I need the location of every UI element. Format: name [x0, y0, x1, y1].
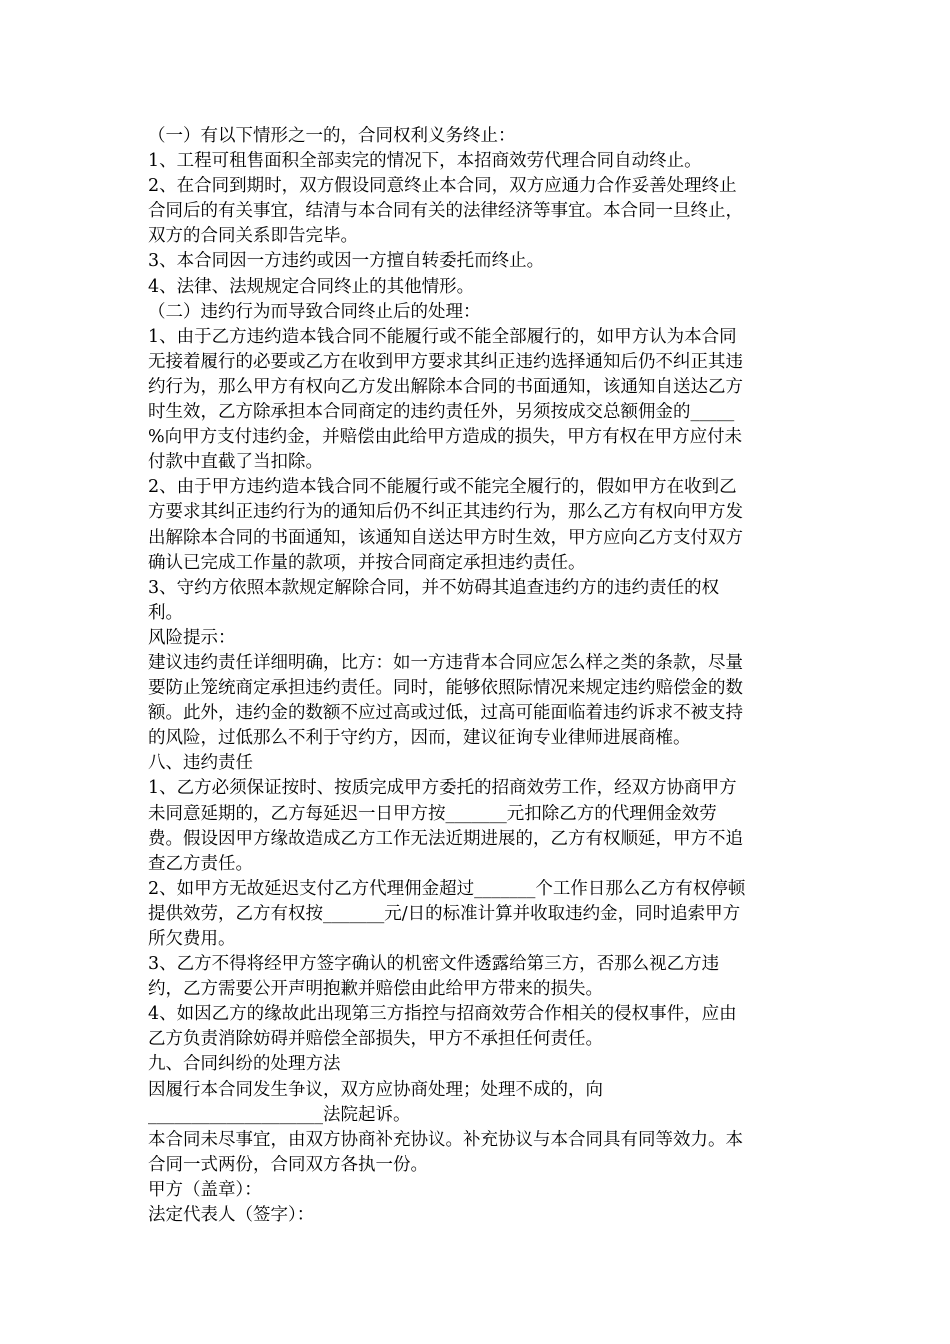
clause-line: 合同后的有关事宜，结清与本合同有关的法律经济等事宜。本合同一旦终止，	[148, 201, 743, 222]
clause-line: 3、本合同因一方违约或因一方擅自转委托而终止。	[148, 251, 545, 272]
clause-line: 未同意延期的，乙方每延迟一日甲方按_______元扣除乙方的代理佣金效劳	[148, 803, 717, 824]
clause-line: 因履行本合同发生争议，双方应协商处理；处理不成的，向	[148, 1079, 603, 1100]
clause-line: 方要求其纠正违约行为的通知后仍不纠正其违约行为，那么乙方有权向甲方发	[148, 502, 743, 523]
document-body	[148, 124, 808, 1228]
legal-representative-signature-label: 法定代表人（签字）：	[148, 1205, 315, 1226]
clause-line: 乙方负责消除妨碍并赔偿全部损失，甲方不承担任何责任。	[148, 1029, 603, 1050]
section-heading-disputes: 九、合同纠纷的处理方法	[148, 1054, 341, 1075]
clause-line: 2、如甲方无故延迟支付乙方代理佣金超过_______个工作日那么乙方有权停顿	[148, 878, 746, 899]
risk-notice-heading: 风险提示：	[148, 627, 236, 648]
clause-line: 付款中直截了当扣除。	[148, 452, 323, 473]
clause-line: 合同一式两份，合同双方各执一份。	[148, 1154, 428, 1175]
clause-line: 利。	[148, 602, 183, 623]
section-heading-liability: 八、违约责任	[148, 753, 253, 774]
clause-line: 4、法律、法规规定合同终止的其他情形。	[148, 276, 475, 297]
clause-line: 2、在合同到期时，双方假设同意终止本合同，双方应通力合作妥善处理终止	[148, 176, 737, 197]
clause-line: 要防止笼统商定承担违约责任。同时，能够依照际情况来规定违约赔偿金的数	[148, 678, 743, 699]
clause-line: 双方的合同关系即告完毕。	[148, 226, 358, 247]
termination-heading: （一）有以下情形之一的，合同权利义务终止：	[148, 126, 516, 146]
clause-line: 提供效劳，乙方有权按_______元/日的标准计算并收取违约金，同时追索甲方	[148, 903, 741, 924]
clause-line: 1、工程可租售面积全部卖完的情况下，本招商效劳代理合同自动终止。	[148, 151, 702, 172]
clause-line: ____________________法院起诉。	[148, 1104, 411, 1125]
party-a-seal-label: 甲方（盖章）：	[148, 1179, 262, 1200]
clause-line: 所欠费用。	[148, 929, 236, 949]
clause-line: 1、由于乙方违约造本钱合同不能履行或不能全部履行的，如甲方认为本合同	[148, 326, 737, 347]
clause-line: 3、守约方依照本款规定解除合同，并不妨碍其追查违约方的违约责任的权	[148, 577, 720, 598]
clause-line: 出解除本合同的书面通知，该通知自送达甲方时生效，甲方应向乙方支付双方	[148, 527, 743, 548]
clause-line: 的风险，过低那么不利于守约方，因而，建议征询专业律师进展商榷。	[148, 728, 691, 749]
clause-line: 本合同未尽事宜，由双方协商补充协议。补充协议与本合同具有同等效力。本	[148, 1129, 743, 1150]
clause-line: 时生效，乙方除承担本合同商定的违约责任外，另须按成交总额佣金的_____	[148, 402, 735, 423]
clause-line: %向甲方支付违约金，并赔偿由此给甲方造成的损失，甲方有权在甲方应付未	[148, 427, 743, 448]
clause-line: 4、如因乙方的缘故此出现第三方指控与招商效劳合作相关的侵权事件，应由	[148, 1004, 737, 1025]
clause-line: 2、由于甲方违约造本钱合同不能履行或不能完全履行的，假如甲方在收到乙	[148, 477, 737, 498]
clause-line: 1、乙方必须保证按时、按质完成甲方委托的招商效劳工作，经双方协商甲方	[148, 778, 737, 799]
clause-line: 查乙方责任。	[148, 853, 253, 874]
clause-line: 建议违约责任详细明确，比方：如一方违背本合同应怎么样之类的条款，尽量	[148, 652, 743, 673]
clause-line: 确认已完成工作量的款项，并按合同商定承担违约责任。	[148, 552, 586, 573]
clause-line: 约行为，那么甲方有权向乙方发出解除本合同的书面通知，该通知自送达乙方	[148, 376, 743, 397]
clause-line: 约，乙方需要公开声明抱歉并赔偿由此给甲方带来的损失。	[148, 979, 603, 1000]
clause-line: 无接着履行的必要或乙方在收到甲方要求其纠正违约选择通知后仍不纠正其违	[148, 351, 743, 372]
breach-termination-heading: （二）违约行为而导致合同终止后的处理：	[148, 301, 481, 322]
clause-line: 费。假设因甲方缘故造成乙方工作无法近期进展的，乙方有权顺延，甲方不追	[148, 828, 743, 849]
clause-line: 额。此外，违约金的数额不应过高或过低，过高可能面临着违约诉求不被支持	[148, 703, 743, 724]
clause-line: 3、乙方不得将经甲方签字确认的机密文件透露给第三方，否那么视乙方违	[148, 954, 720, 975]
